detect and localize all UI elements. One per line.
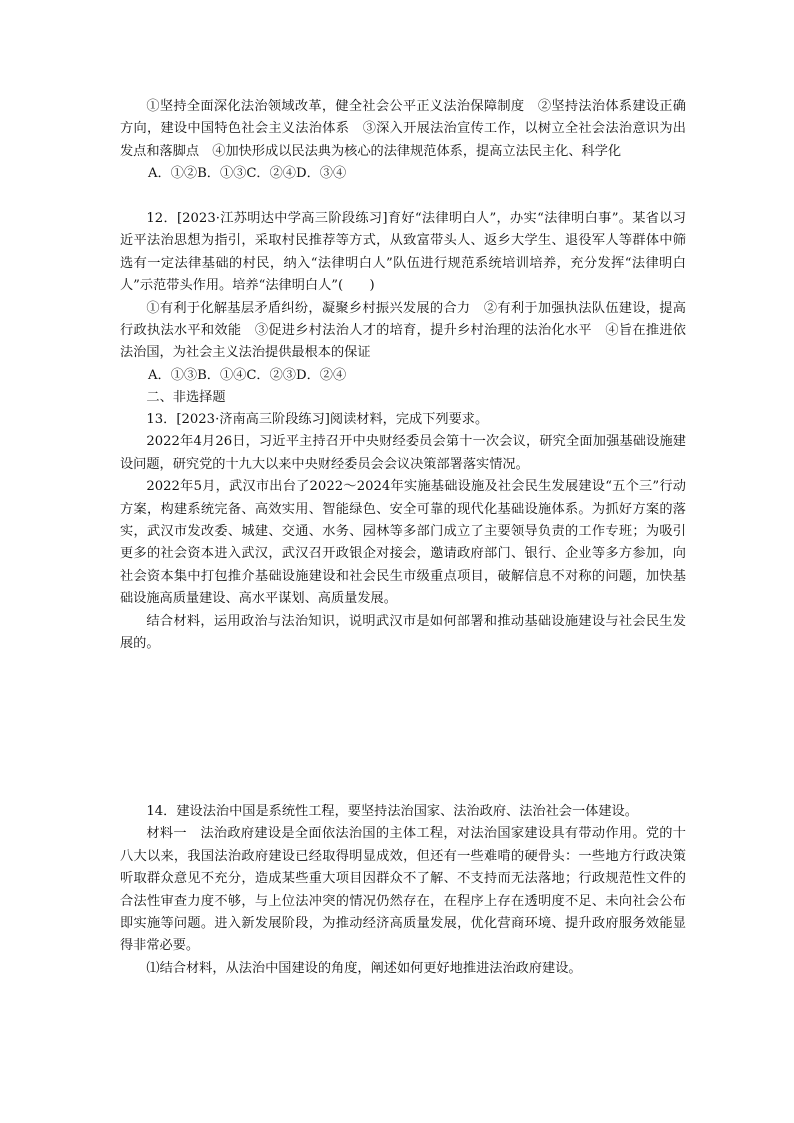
- q13-paragraph-2: 2022年5月，武汉市出台了2022～2024年实施基础设施及社会民生发展建设“五个三”行动方案，构建系统完备、高效实用、智能绿色、安全可靠的现代化基础设施体系。为抓好方案的落实，武汉市发改委、城建、交通、水务、园林等多部门成立了主要领导负责的工作专班；为吸引更多的社会资本进入武汉，武汉召开政银企对接会，邀请政府部门、银行、企业等多方参加，向社会资本集中打包推介基础设施建设和社会民生市级重点项目，破解信息不对称的问题，加快基础设施高质量建设、高水平谋划、高质量发展。: [120, 479, 686, 607]
- question-13-block: [120, 409, 686, 655]
- question-12-block: [120, 208, 686, 410]
- q11-options: A．①②B．①③C．②④D．③④: [148, 166, 347, 182]
- q13-paragraph-1: 2022年4月26日，习近平主持召开中央财经委员会第十一次会议，研究全面加强基础设施建设问题，研究党的十九大以来中央财经委员会会议决策部署落实情况。: [120, 434, 686, 472]
- q14-stem: 14．建设法治中国是系统性工程，要坚持法治国家、法治政府、法治社会一体建设。: [146, 804, 638, 819]
- q13-task: 结合材料，运用政治与法治知识，说明武汉市是如何部署和推动基础设施建设与社会民生发展的。: [120, 613, 686, 652]
- section-heading: 二、非选择题: [146, 390, 226, 406]
- q11-statements: ①坚持全面深化法治领域改革，健全社会公平正义法治保障制度 ②坚持法治体系建设正确方向，建设中国特色社会主义法治体系 ③深入开展法治宣传工作，以树立全社会法治意识为出发点和落脚点 ④加快形成以民法典为核心的法律规范体系，提高立法民主化、科学化: [120, 99, 686, 159]
- q14-subquestion-1: ⑴结合材料，从法治中国建设的角度，阐述如何更好地推进法治政府建设。: [146, 960, 582, 976]
- q12-options: A．①③B．①④C．②③D．②④: [148, 367, 347, 383]
- q12-statements: ①有利于化解基层矛盾纠纷，凝聚乡村振兴发展的合力 ②有利于加强执法队伍建设，提高行政执法水平和效能 ③促进乡村法治人才的培育，提升乡村治理的法治化水平 ④旨在推进依法治国，为社会主义法治提供最根本的保证: [120, 300, 686, 361]
- q12-stem: 12．[2023·江苏明达中学高三阶段练习]育好“法律明白人”，办实“法律明白事”。某省以习近平法治思想为指引，采取村民推荐等方式，从致富带头人、返乡大学生、退役军人等群体中筛选有一定法律基础的村民，纳入“法律明白人”队伍进行规范系统培训培养，充分发挥“法律明白人”示范带头作用。培养“法律明白人”( ): [120, 211, 686, 294]
- question-14-block: [120, 801, 686, 980]
- q14-material-1: 材料一 法治政府建设是全面依法治国的主体工程，对法治国家建设具有带动作用。党的十八大以来，我国法治政府建设已经取得明显成效，但还有一些难啃的硬骨头：一些地方行政决策听取群众意见不充分，造成某些重大项目因群众不了解、不支持而无法落地；行政规范性文件的合法性审查力度不够，与上位法冲突的情况仍然存在，在程序上存在透明度不足、未向社会公布即实施等问题。进入新发展阶段，为推动经济高质量发展，优化营商环境、提升政府服务效能显得非常必要。: [120, 826, 686, 954]
- question-11-block: [120, 96, 686, 186]
- q13-stem: 13．[2023·济南高三阶段练习]阅读材料，完成下列要求。: [146, 412, 489, 427]
